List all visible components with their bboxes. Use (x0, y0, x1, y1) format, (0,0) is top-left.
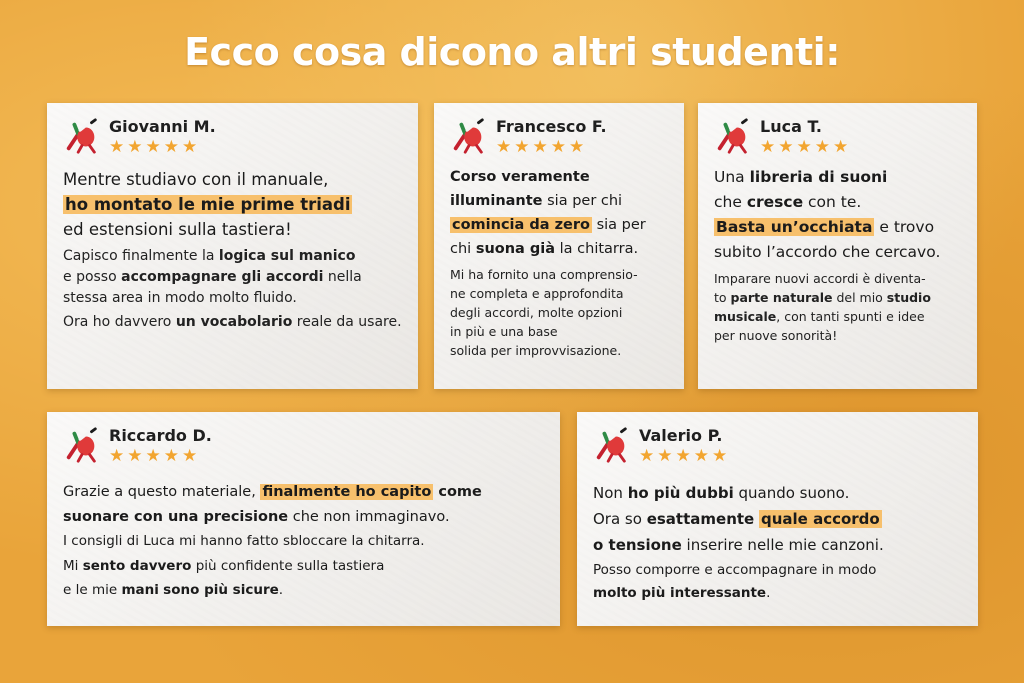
review-header (63, 426, 544, 466)
review-header (714, 117, 961, 157)
review-line: Ora so esattamente quale accordo (593, 510, 880, 528)
review-header (450, 117, 668, 157)
review-line: Mentre studiavo con il manuale, (63, 170, 329, 189)
review-card-giovanni (47, 103, 418, 389)
review-line: ne completa e approfondita (450, 286, 624, 301)
review-line: Non ho più dubbi quando suono. (593, 484, 850, 502)
review-line: Grazie a questo materiale, finalmente ho capito come (63, 484, 482, 500)
review-detail-text (63, 246, 402, 333)
review-line: o tensione inserire nelle mie canzoni. (593, 536, 884, 554)
guitarist-logo-icon (450, 117, 488, 155)
review-line: ho montato le mie prime triadi (65, 195, 351, 214)
review-detail-text (450, 265, 668, 360)
review-line: ed estensioni sulla tastiera! (63, 220, 292, 239)
review-line: stessa area in modo molto fluido. (63, 290, 297, 306)
review-line: Mi ha fornito una comprensio- (450, 267, 638, 282)
review-highlight-text (450, 165, 668, 261)
review-line: to parte naturale del mio studio (714, 290, 931, 305)
review-card-luca (698, 103, 977, 389)
review-line: Mi sento davvero più confidente sulla tastiera (63, 557, 385, 574)
reviewer-name: Valerio P. (639, 426, 723, 445)
rating-stars: ★★★★★ (109, 137, 201, 157)
guitarist-logo-icon (593, 426, 631, 464)
guitarist-logo-icon (714, 117, 752, 155)
rating-stars: ★★★★★ (760, 137, 852, 157)
review-line: Imparare nuovi accordi è diventa- (714, 271, 926, 286)
review-line: e posso accompagnare gli accordi nella (63, 269, 362, 285)
guitarist-logo-icon (63, 117, 101, 155)
review-line: degli accordi, molte opzioni (450, 305, 623, 320)
review-card-francesco (434, 103, 684, 389)
review-line: musicale, con tanti spunti e idee (714, 309, 925, 324)
review-line: comincia da zero sia per (452, 217, 646, 233)
review-line: che cresce con te. (714, 193, 862, 211)
review-line: Una libreria di suoni (714, 168, 888, 186)
review-line: illuminante sia per chi (450, 193, 623, 209)
page-title: Ecco cosa dicono altri studenti: (184, 30, 840, 74)
review-detail-text (714, 269, 961, 345)
rating-stars: ★★★★★ (496, 137, 588, 157)
reviewer-name: Riccardo D. (109, 426, 212, 445)
review-line: suonare con una precisione che non immaginavo. (63, 508, 450, 525)
reviewer-name: Luca T. (760, 117, 822, 136)
review-card-valerio (577, 412, 978, 626)
review-text (593, 480, 962, 604)
review-line: chi suona già la chitarra. (450, 241, 639, 257)
review-line: Basta un’occhiata e trovo (716, 218, 935, 236)
reviewer-name: Francesco F. (496, 117, 607, 136)
review-line: Posso comporre e accompagnare in modo (593, 562, 877, 578)
review-highlight-text (63, 167, 402, 242)
review-highlight-text (714, 165, 961, 265)
review-line: Corso veramente (450, 169, 590, 185)
review-line: solida per improvvisazione. (450, 343, 622, 358)
review-line: e le mie mani sono più sicure. (63, 582, 284, 598)
review-header (63, 117, 402, 157)
rating-stars: ★★★★★ (109, 446, 201, 466)
reviewer-name: Giovanni M. (109, 117, 216, 136)
review-text (63, 480, 544, 603)
guitarist-logo-icon (63, 426, 101, 464)
rating-stars: ★★★★★ (639, 446, 731, 466)
review-line: per nuove sonorità! (714, 328, 838, 343)
review-line: Ora ho davvero un vocabolario reale da usare. (63, 314, 402, 330)
review-line: Capisco finalmente la logica sul manico (63, 248, 356, 264)
review-card-riccardo (47, 412, 560, 626)
review-line: I consigli di Luca mi hanno fatto sbloccare la chitarra. (63, 533, 425, 549)
review-header (593, 426, 962, 466)
review-line: molto più interessante. (593, 585, 771, 601)
review-line: subito l’accordo che cercavo. (714, 243, 941, 261)
review-line: in più e una base (450, 324, 558, 339)
